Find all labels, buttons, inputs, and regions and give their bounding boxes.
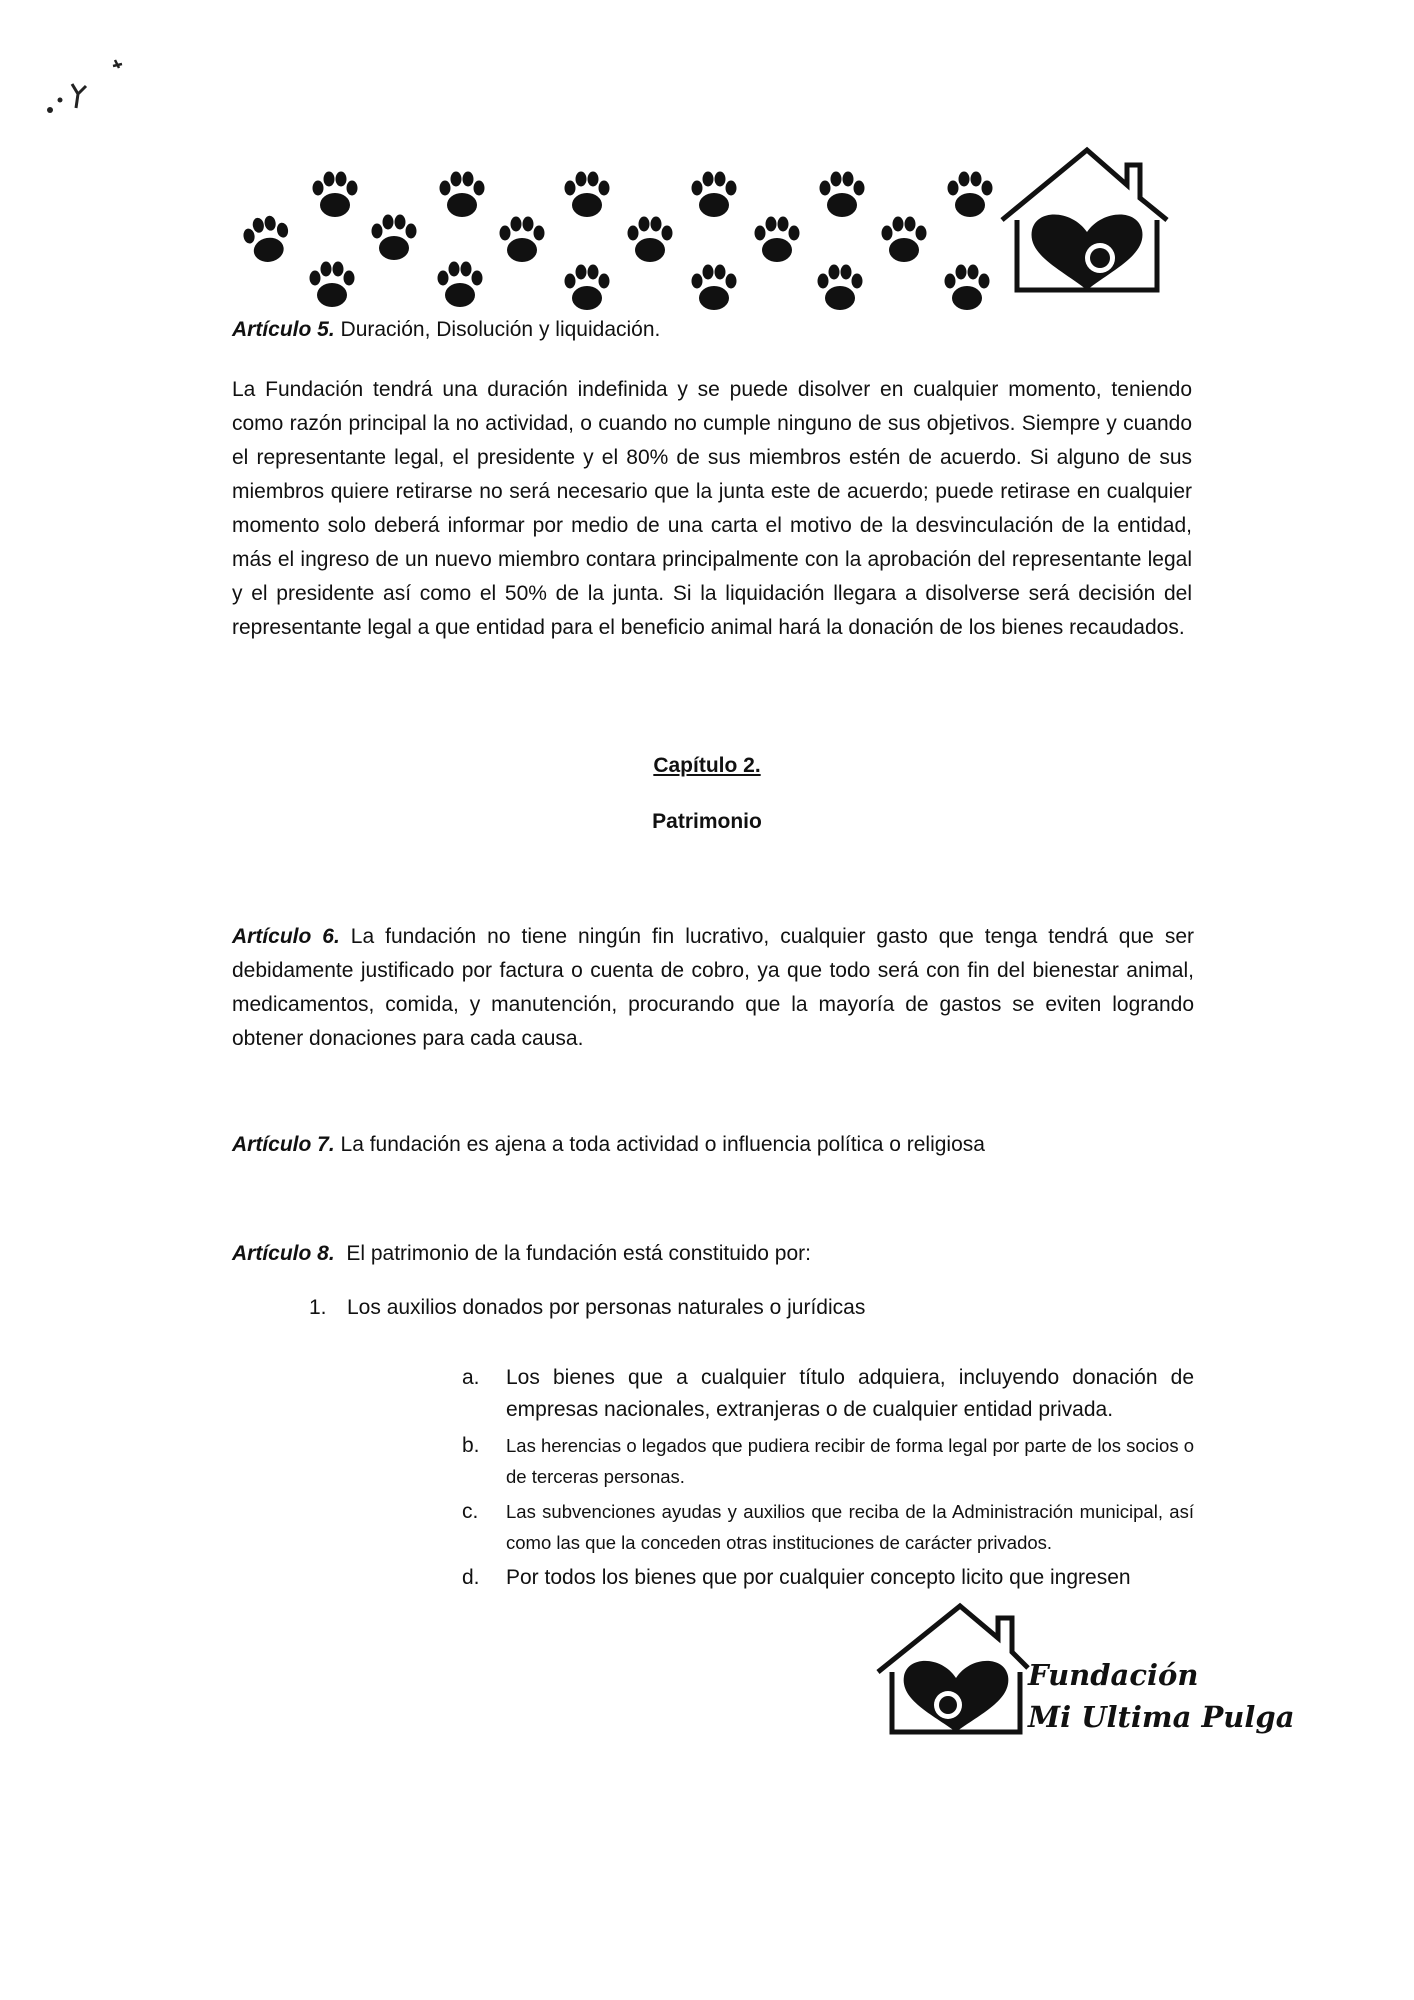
- list-item-text: Los bienes que a cualquier título adquiera, incluyendo donación de empresas nacionales, extranjeras o de cualquier entidad privada.: [506, 1366, 1194, 1421]
- article-5-heading: [232, 318, 660, 342]
- chapter-subtitle: Patrimonio: [652, 810, 762, 833]
- list-item-letter: a.: [462, 1366, 480, 1389]
- list-item: [462, 1362, 1194, 1426]
- article-6-paragraph: [232, 920, 1194, 1056]
- article-8-paragraph: [232, 1242, 811, 1266]
- paw-print-icon: [241, 172, 993, 311]
- list-item-text: Las subvenciones ayudas y auxilios que reciba de la Administración municipal, así como las que la conceden otras instituciones de carácter privados.: [506, 1501, 1194, 1553]
- list-item-letter: b.: [462, 1434, 480, 1457]
- article-8-body: El patrimonio de la fundación está constituido por:: [334, 1242, 811, 1265]
- article-5-body: La Fundación tendrá una duración indefinida y se puede disolver en cualquier momento, teniendo como razón principal la no actividad, o cuando no cumple ninguno de sus objetivos. Siempre y cuando el representante legal, el presidente y el 80% de sus miembros estén de acuerdo. Si alguno de sus miembros quiere retirarse no será necesario que la junta este de acuerdo; puede retirase en cualquier momento solo deberá informar por medio de una carta el motivo de la desvinculación de la entidad, más el ingreso de un nuevo miembro contara principalmente con la aprobación del representante legal y el presidente así como el 50% de la junta. Si la liquidación llegara a disolverse será decisión del representante legal a que entidad para el beneficio animal hará la donación de los bienes recaudados.: [232, 378, 1192, 639]
- house-heart-logo-icon: [1002, 150, 1167, 290]
- list-item-text: Por todos los bienes que por cualquier concepto licito que ingresen: [506, 1566, 1131, 1589]
- list-item: [309, 1296, 865, 1320]
- article-7-body: La fundación es ajena a toda actividad o influencia política o religiosa: [334, 1133, 985, 1156]
- chapter-title: Capítulo 2.: [653, 754, 761, 777]
- article-5-label: Artículo 5.: [232, 318, 335, 341]
- logo-text-line-1: Fundación: [1028, 1658, 1199, 1692]
- list-item: [462, 1562, 1194, 1594]
- scan-marks: [40, 40, 140, 130]
- article-5-title: Duración, Disolución y liquidación.: [334, 318, 661, 341]
- list-item-text: Las herencias o legados que pudiera recibir de forma legal por parte de los socios o de terceras personas.: [506, 1435, 1194, 1487]
- article-6-label: Artículo 6.: [232, 925, 340, 948]
- article-6-body: La fundación no tiene ningún fin lucrativo, cualquier gasto que tenga tendrá que ser debidamente justificado por factura o cuenta de cobro, ya que todo será con fin del bienestar animal, medicamentos, comida, y manutención, procurando que la mayoría de gastos se eviten logrando obtener donaciones para cada causa.: [232, 925, 1194, 1050]
- list-item: [462, 1430, 1194, 1492]
- paw-print-banner: [232, 140, 1172, 320]
- article-8-label: Artículo 8.: [232, 1242, 335, 1265]
- list-item-text: Los auxilios donados por personas naturales o jurídicas: [347, 1296, 866, 1319]
- list-item: [462, 1496, 1194, 1558]
- list-item-letter: d.: [462, 1566, 480, 1589]
- sub-list: [462, 1362, 1194, 1598]
- article-7-label: Artículo 7.: [232, 1133, 335, 1156]
- list-item-letter: c.: [462, 1500, 479, 1523]
- article-7-paragraph: [232, 1133, 985, 1157]
- list-item-number: 1.: [309, 1296, 327, 1319]
- logo-text-line-2: Mi Ultima Pulga: [1028, 1700, 1295, 1734]
